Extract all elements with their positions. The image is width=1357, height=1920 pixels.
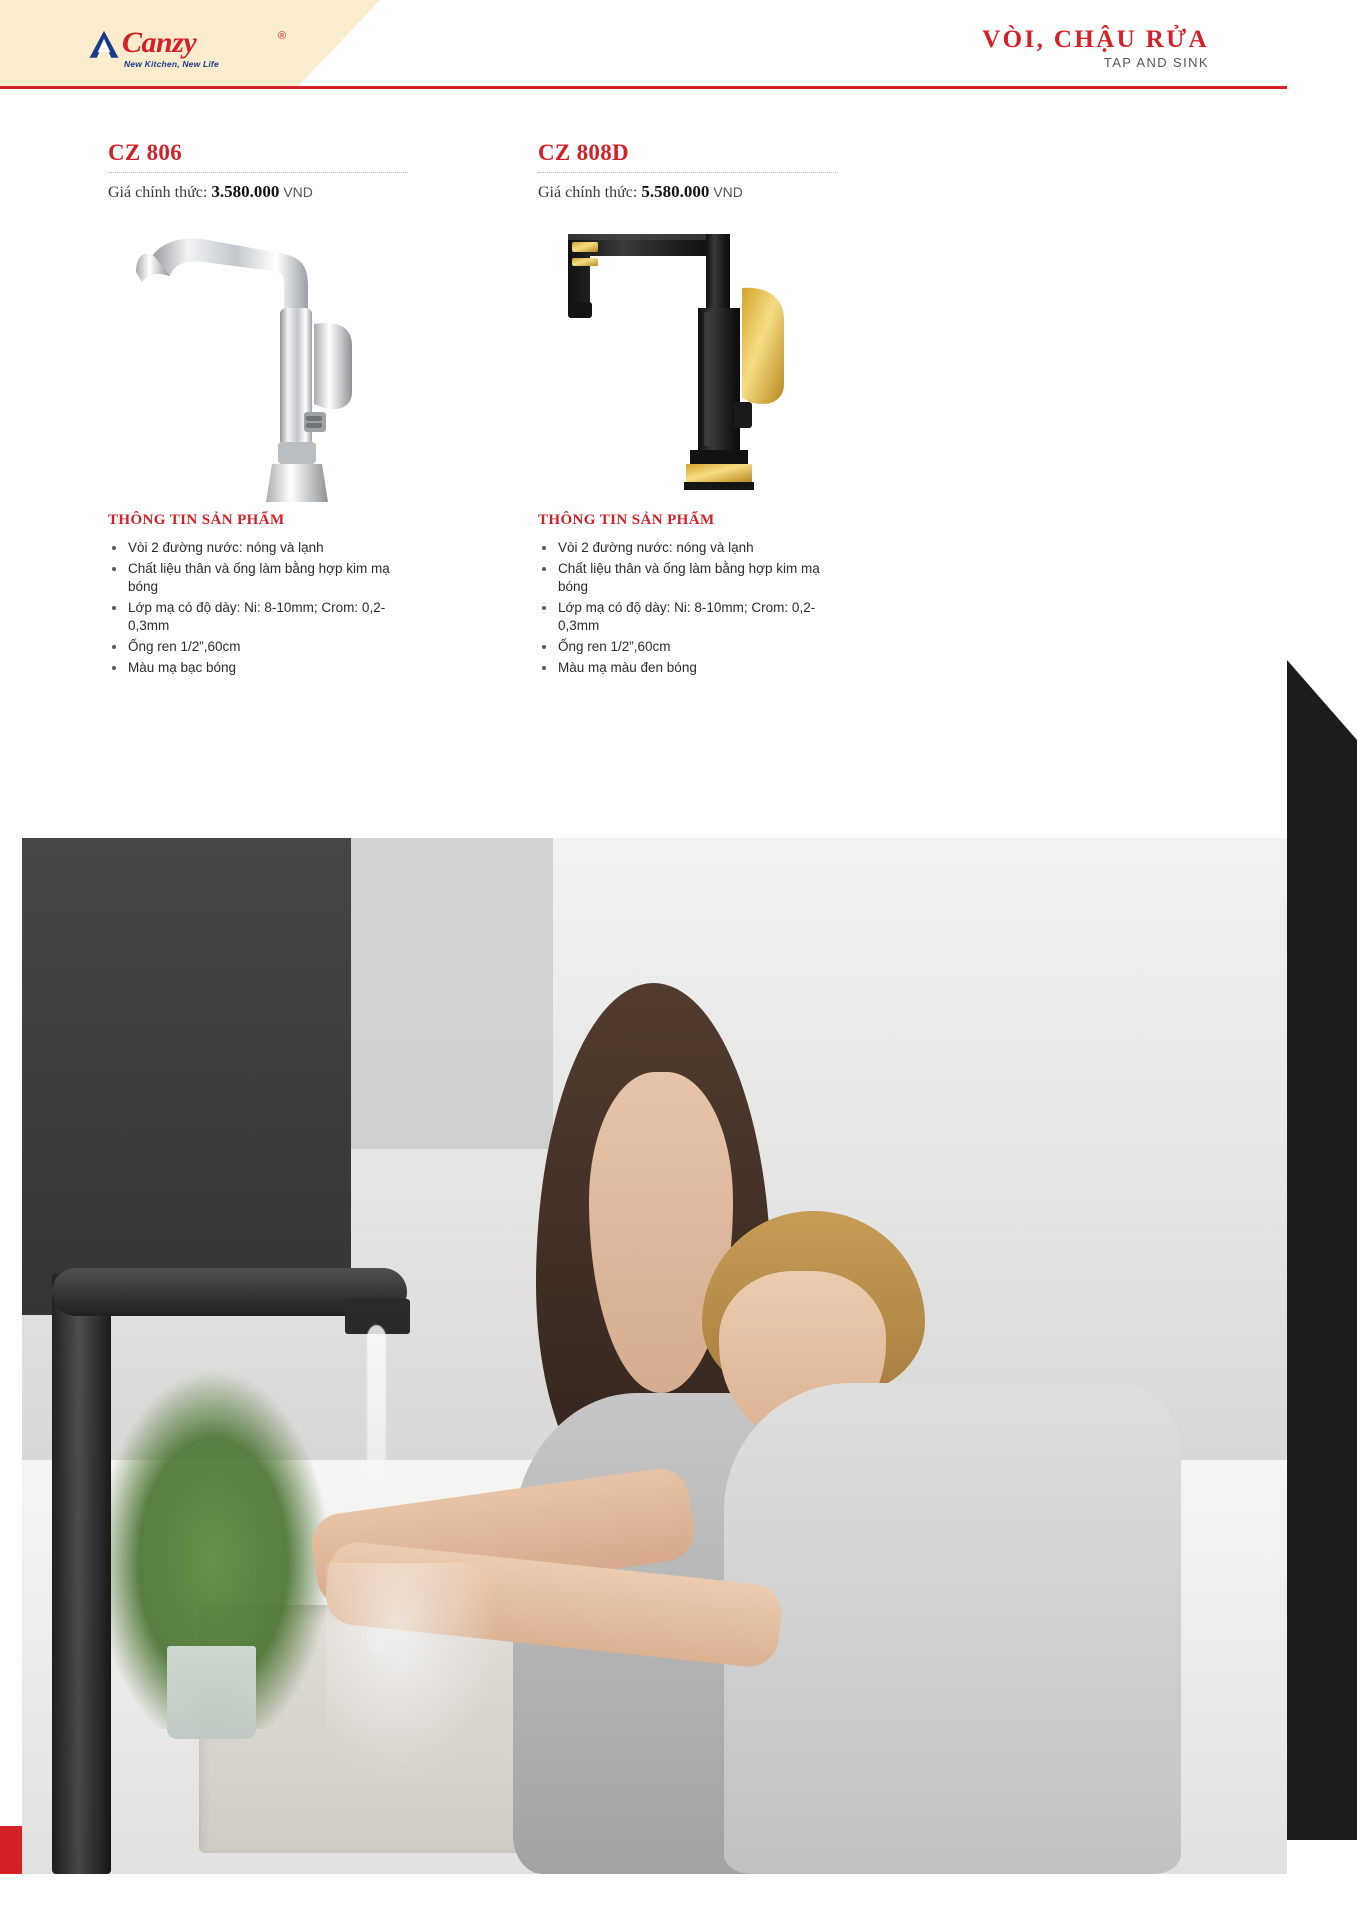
product-image-black-gold-faucet bbox=[538, 216, 868, 506]
spec-item: Chất liệu thân và ống làm bằng hợp kim mạ bóng bbox=[108, 560, 408, 596]
product-card bbox=[538, 140, 968, 680]
product-card bbox=[108, 140, 538, 680]
lifestyle-photo bbox=[22, 838, 1287, 1874]
product-list bbox=[0, 140, 1287, 820]
spec-item: Ống ren 1/2”,60cm bbox=[108, 638, 408, 656]
black-gold-faucet-illustration bbox=[538, 216, 868, 506]
spec-item: Màu mạ màu đen bóng bbox=[538, 659, 838, 677]
price-label: Giá chính thức: bbox=[538, 184, 638, 201]
spec-item: Lớp mạ có độ dày: Ni: 8-10mm; Crom: 0,2-0,3mm bbox=[108, 599, 408, 635]
product-price bbox=[538, 182, 968, 202]
brand-registered-mark: ® bbox=[278, 30, 287, 42]
page-edge-top-white bbox=[1287, 0, 1357, 660]
spec-item: Vòi 2 đường nước: nóng và lạnh bbox=[108, 539, 408, 557]
product-code: CZ 806 bbox=[108, 140, 183, 165]
spec-title: THÔNG TIN SẢN PHẨM bbox=[108, 512, 285, 528]
brand-logo bbox=[86, 26, 286, 72]
page-edge-bottom-white bbox=[1287, 1840, 1357, 1920]
spec-title: THÔNG TIN SẢN PHẨM bbox=[538, 512, 715, 528]
spec-item: Lớp mạ có độ dày: Ni: 8-10mm; Crom: 0,2-0,3mm bbox=[538, 599, 838, 635]
divider-dotted bbox=[108, 172, 408, 173]
section-title-en: TAP AND SINK bbox=[1103, 55, 1209, 70]
section-title-vi: VÒI, CHẬU RỬA bbox=[982, 26, 1209, 53]
price-currency: VND bbox=[713, 184, 743, 200]
page-header bbox=[0, 0, 1287, 88]
spec-item: Vòi 2 đường nước: nóng và lạnh bbox=[538, 539, 838, 557]
spec-item: Chất liệu thân và ống làm bằng hợp kim mạ bóng bbox=[538, 560, 838, 596]
chrome-faucet-illustration bbox=[108, 216, 438, 506]
price-value: 5.580.000 bbox=[641, 182, 710, 201]
price-value: 3.580.000 bbox=[211, 182, 280, 201]
spec-list bbox=[538, 539, 838, 677]
price-currency: VND bbox=[283, 184, 313, 200]
product-image-chrome-faucet bbox=[108, 216, 438, 506]
divider-dotted bbox=[538, 172, 838, 173]
spec-item: Màu mạ bạc bóng bbox=[108, 659, 408, 677]
photo-overlay bbox=[22, 838, 1287, 1874]
price-label: Giá chính thức: bbox=[108, 184, 208, 201]
spec-list bbox=[108, 539, 408, 677]
product-code: CZ 808D bbox=[538, 140, 629, 165]
canzy-a-mark-icon bbox=[86, 28, 122, 64]
spec-item: Ống ren 1/2”,60cm bbox=[538, 638, 838, 656]
product-price bbox=[108, 182, 538, 202]
page-corner-tab bbox=[0, 1826, 22, 1874]
header-divider bbox=[0, 86, 1287, 89]
section-title bbox=[982, 26, 1209, 71]
brand-logo-text: Canzy bbox=[122, 26, 197, 59]
brand-tagline: New Kitchen, New Life bbox=[124, 59, 219, 69]
